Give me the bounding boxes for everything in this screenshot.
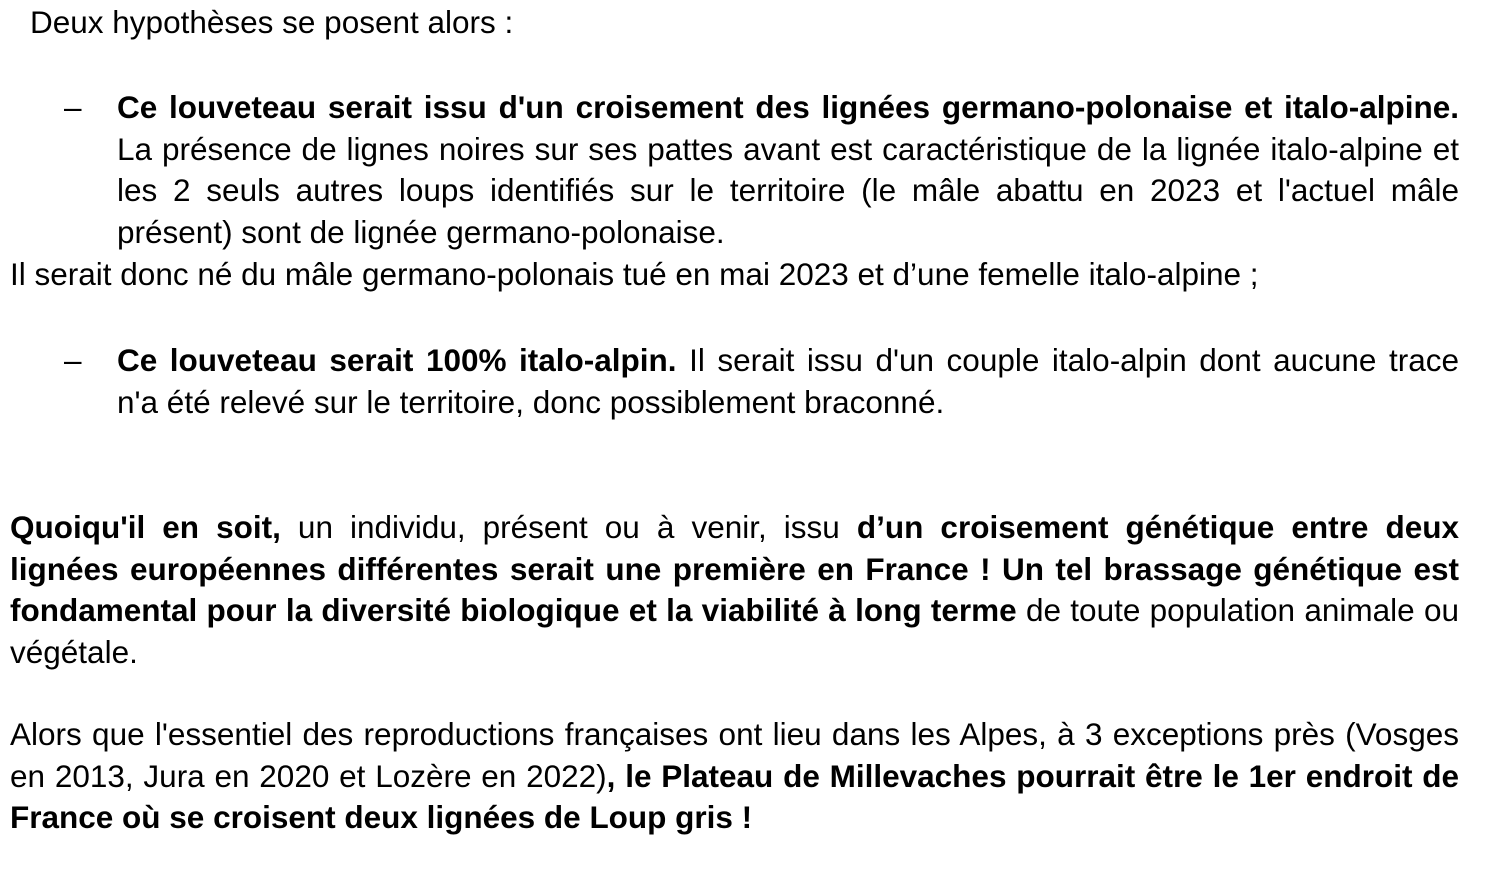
hypothesis-2-bullet: – xyxy=(64,342,82,378)
conclusion-paragraph xyxy=(10,507,1459,673)
hypothesis-2-body: Il serait issu d'un couple italo-alpin dont aucune trace n'a été relevé sur le territoire, donc possiblement braconné. xyxy=(117,342,1459,420)
hypothesis-1-body: La présence de lignes noires sur ses pattes avant est caractéristique de la lignée italo-alpine et les 2 seuls autres loups identifiés sur le territoire (le mâle abattu en 2023 et l'actuel mâle présent) sont de lignée germano-polonaise. xyxy=(117,130,1459,250)
hypothesis-1-text xyxy=(117,87,1459,253)
conclusion-emphasis: d’un croisement génétique entre deux lignées européennes différentes serait une première en France ! Un tel brassage génétique est fondamental pour la diversité biologique et la viabilité à long terme xyxy=(10,509,1459,628)
hypothesis-2-bold: Ce louveteau serait 100% italo-alpin. xyxy=(117,342,677,378)
conclusion-body-2: de toute population animale ou végétale. xyxy=(10,592,1459,670)
hypothesis-2-text xyxy=(117,340,1459,423)
conclusion-body-1: un individu, présent ou à venir, issu xyxy=(280,509,857,545)
closing-emphasis: , le Plateau de Millevaches pourrait être le 1er endroit de France où se croisent deux lignées de Loup gris ! xyxy=(10,757,1459,835)
closing-paragraph xyxy=(10,714,1459,839)
hypothesis-1-bullet: – xyxy=(64,89,82,125)
hypothesis-1-bold: Ce louveteau serait issu d'un croisement des lignées germano-polonaise et italo-alpine. xyxy=(117,89,1459,125)
conclusion-lead: Quoiqu'il en soit, xyxy=(10,509,281,545)
hypothesis-1-followup: Il serait donc né du mâle germano-polonais tué en mai 2023 et d’une femelle italo-alpine ; xyxy=(10,256,1259,292)
intro-text: Deux hypothèses se posent alors : xyxy=(30,4,514,40)
closing-body: Alors que l'essentiel des reproductions françaises ont lieu dans les Alpes, à 3 exceptions près (Vosges en 2013, Jura en 2020 et Lozère en 2022) xyxy=(10,716,1459,794)
